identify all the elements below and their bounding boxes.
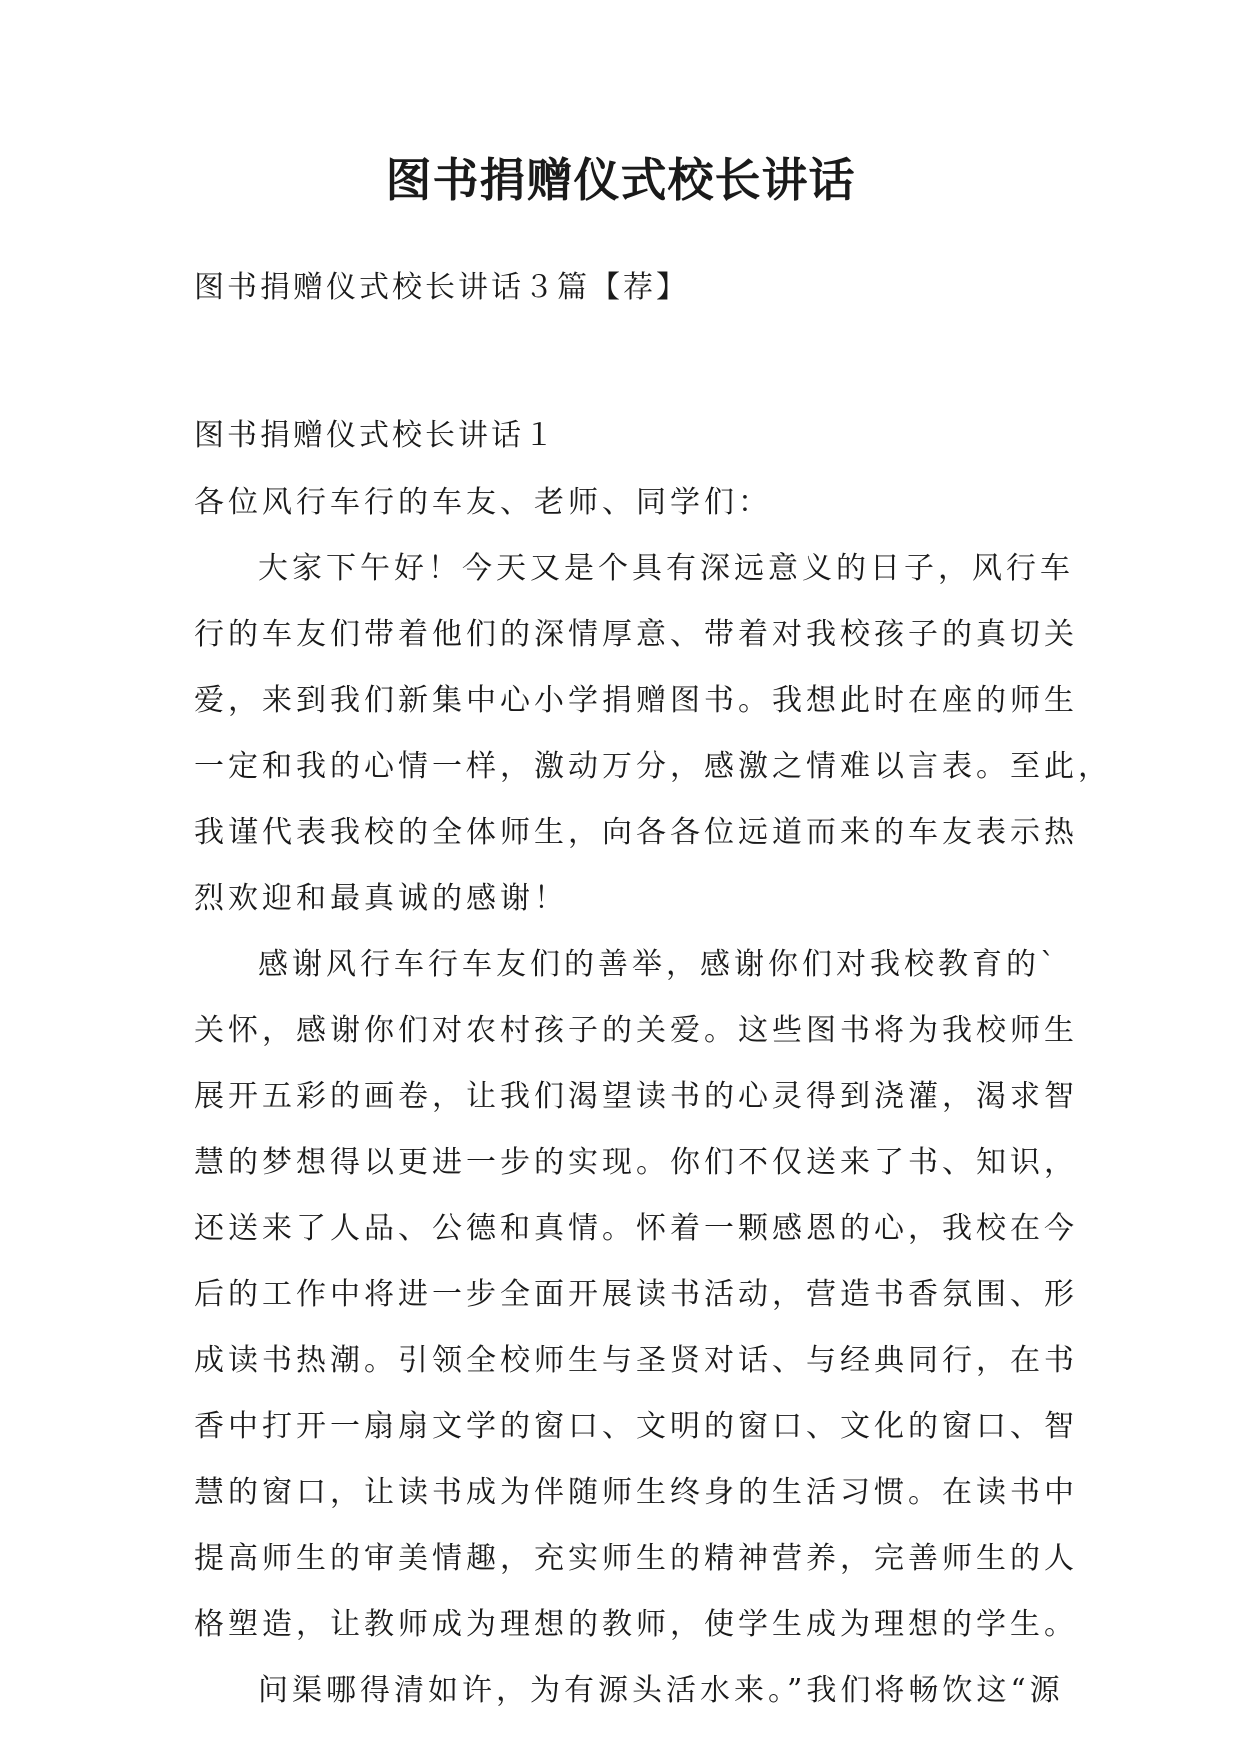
- paragraph-line: 感谢风行车行车友们的善举，感谢你们对我校教育的`: [258, 947, 1059, 982]
- salutation-line: 各位风行车行的车友、老师、同学们：: [194, 485, 772, 520]
- paragraph-line: 香中打开一扇扇文学的窗口、文明的窗口、文化的窗口、智: [194, 1409, 1078, 1444]
- paragraph-line: 行的车友们带着他们的深情厚意、带着对我校孩子的真切关: [194, 617, 1078, 652]
- paragraph-line: 问渠哪得清如许，为有源头活水来。”我们将畅饮这“源: [258, 1673, 1064, 1708]
- paragraph-line: 爱，来到我们新集中心小学捐赠图书。我想此时在座的师生: [194, 683, 1078, 718]
- paragraph-line: 后的工作中将进一步全面开展读书活动，营造书香氛围、形: [194, 1277, 1078, 1312]
- paragraph-line: 慧的梦想得以更进一步的实现。你们不仅送来了书、知识，: [194, 1145, 1078, 1180]
- paragraph-line: 烈欢迎和最真诚的感谢！: [194, 881, 568, 916]
- paragraph-line: 成读书热潮。引领全校师生与圣贤对话、与经典同行，在书: [194, 1343, 1078, 1378]
- document-title: 图书捐赠仪式校长讲话: [385, 153, 856, 207]
- paragraph-line: 我谨代表我校的全体师生，向各各位远道而来的车友表示热: [194, 815, 1078, 850]
- body-text: [194, 470, 1112, 1724]
- document-subtitle: 图书捐赠仪式校长讲话３篇【荐】: [194, 270, 689, 305]
- section-heading: 图书捐赠仪式校长讲话１: [194, 418, 557, 453]
- paragraph-line: 一定和我的心情一样，激动万分，感激之情难以言表。至此，: [194, 749, 1112, 784]
- paragraph-line: 格塑造，让教师成为理想的教师，使学生成为理想的学生。: [194, 1607, 1078, 1642]
- paragraph-line: 还送来了人品、公德和真情。怀着一颗感恩的心，我校在今: [194, 1211, 1078, 1246]
- paragraph-line: 提高师生的审美情趣，充实师生的精神营养，完善师生的人: [194, 1541, 1078, 1576]
- paragraph-line: 大家下午好！今天又是个具有深远意义的日子，风行车: [258, 551, 1074, 586]
- paragraph-line: 关怀，感谢你们对农村孩子的关爱。这些图书将为我校师生: [194, 1013, 1078, 1048]
- paragraph-line: 慧的窗口，让读书成为伴随师生终身的生活习惯。在读书中: [194, 1475, 1078, 1510]
- paragraph-line: 展开五彩的画卷，让我们渴望读书的心灵得到浇灌，渴求智: [194, 1079, 1078, 1114]
